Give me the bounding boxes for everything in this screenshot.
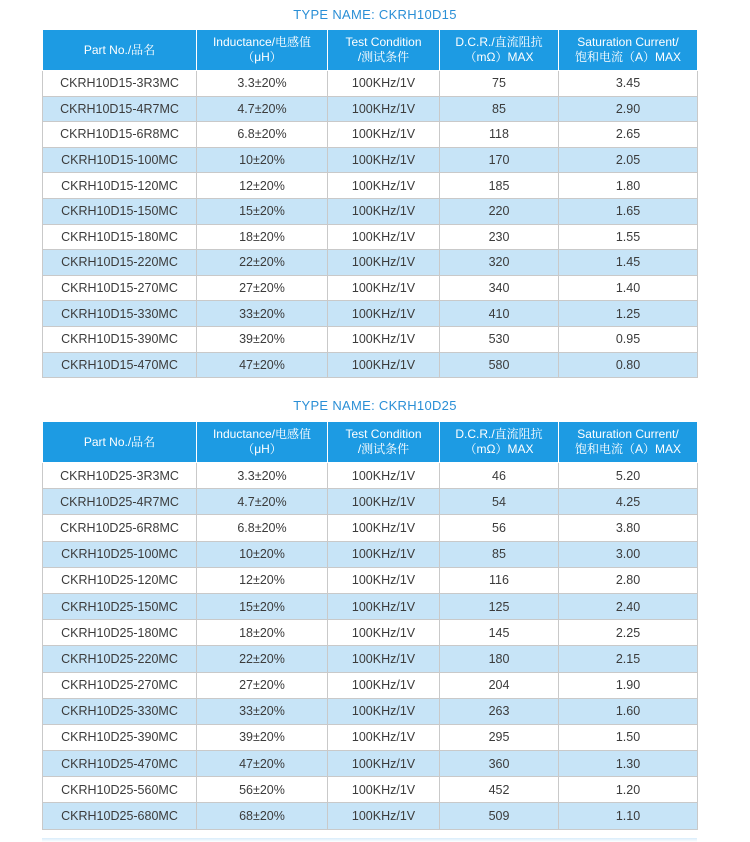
table-row [43,515,698,541]
cell-dcr: 54 [440,489,559,515]
cell-test-condition: 100KHz/1V [328,352,440,378]
header-line: Inductance/电感值 [212,35,312,49]
cell-dcr: 580 [440,352,559,378]
cell-test-condition: 100KHz/1V [328,646,440,672]
cell-inductance: 10±20% [197,541,328,567]
table-header-row [43,422,698,463]
cell-test-condition: 100KHz/1V [328,275,440,301]
table-row [43,620,698,646]
cell-part-no: CKRH10D15-150MC [43,198,197,224]
table-row [43,352,698,378]
cell-saturation-current: 0.80 [559,352,698,378]
cell-part-no: CKRH10D25-220MC [43,646,197,672]
cell-dcr: 180 [440,646,559,672]
header-line: （mΩ）MAX [464,442,534,456]
cell-inductance: 39±20% [197,326,328,352]
cell-dcr: 75 [440,71,559,97]
cell-dcr: 46 [440,463,559,489]
header-line: （μH） [242,442,282,456]
cell-part-no: CKRH10D25-4R7MC [43,489,197,515]
cell-part-no: CKRH10D15-4R7MC [43,96,197,122]
cell-test-condition: 100KHz/1V [328,71,440,97]
header-line: Saturation Current/ [577,35,679,49]
cell-saturation-current: 2.05 [559,147,698,173]
cell-inductance: 12±20% [197,567,328,593]
cell-test-condition: 100KHz/1V [328,198,440,224]
cell-part-no: CKRH10D25-180MC [43,620,197,646]
cell-part-no: CKRH10D15-120MC [43,173,197,199]
cell-saturation-current: 2.65 [559,122,698,148]
cell-test-condition: 100KHz/1V [328,515,440,541]
cell-test-condition: 100KHz/1V [328,489,440,515]
cell-dcr: 220 [440,198,559,224]
cell-dcr: 85 [440,96,559,122]
cell-saturation-current: 1.50 [559,724,698,750]
cell-inductance: 4.7±20% [197,96,328,122]
table-header-row [43,30,698,71]
cell-saturation-current: 2.15 [559,646,698,672]
table-row [43,567,698,593]
header-part-no [43,30,197,71]
cell-inductance: 18±20% [197,224,328,250]
cell-test-condition: 100KHz/1V [328,593,440,619]
header-line: 饱和电流（A）MAX [574,442,681,456]
cell-part-no: CKRH10D15-330MC [43,301,197,327]
cell-part-no: CKRH10D15-220MC [43,250,197,276]
cell-test-condition: 100KHz/1V [328,224,440,250]
cell-dcr: 118 [440,122,559,148]
cell-saturation-current: 2.40 [559,593,698,619]
cell-inductance: 3.3±20% [197,71,328,97]
header-dcr [440,422,559,463]
table-row [43,224,698,250]
spec-table-ckrh10d15 [42,29,698,378]
cell-inductance: 56±20% [197,777,328,803]
cell-test-condition: 100KHz/1V [328,463,440,489]
cell-test-condition: 100KHz/1V [328,803,440,829]
cell-saturation-current: 1.30 [559,751,698,777]
table-row [43,724,698,750]
cell-part-no: CKRH10D15-470MC [43,352,197,378]
cell-inductance: 15±20% [197,198,328,224]
cell-part-no: CKRH10D25-120MC [43,567,197,593]
header-part-no [43,422,197,463]
table-row [43,71,698,97]
cell-dcr: 170 [440,147,559,173]
header-line: Test Condition [345,427,422,441]
section-title-ckrh10d15: TYPE NAME: CKRH10D15 [293,7,457,22]
header-line: Test Condition [345,35,422,49]
table-row [43,541,698,567]
cell-inductance: 10±20% [197,147,328,173]
cell-test-condition: 100KHz/1V [328,326,440,352]
cell-saturation-current: 1.10 [559,803,698,829]
cell-test-condition: 100KHz/1V [328,724,440,750]
cell-test-condition: 100KHz/1V [328,567,440,593]
table-row [43,301,698,327]
header-saturation-current [559,30,698,71]
table-row [43,122,698,148]
cell-dcr: 125 [440,593,559,619]
cell-saturation-current: 1.40 [559,275,698,301]
cell-part-no: CKRH10D25-330MC [43,698,197,724]
cell-part-no: CKRH10D25-390MC [43,724,197,750]
header-inductance [197,30,328,71]
cell-dcr: 263 [440,698,559,724]
cell-saturation-current: 2.25 [559,620,698,646]
table-row [43,275,698,301]
cell-dcr: 230 [440,224,559,250]
cell-inductance: 6.8±20% [197,515,328,541]
cell-saturation-current: 1.55 [559,224,698,250]
cell-dcr: 204 [440,672,559,698]
cell-dcr: 410 [440,301,559,327]
table-row [43,147,698,173]
cell-saturation-current: 3.80 [559,515,698,541]
header-line: D.C.R./直流阻抗 [455,35,543,49]
header-line: Part No./品名 [83,434,156,449]
cell-inductance: 15±20% [197,593,328,619]
cell-saturation-current: 3.00 [559,541,698,567]
cell-saturation-current: 1.45 [559,250,698,276]
table-row [43,96,698,122]
cell-dcr: 56 [440,515,559,541]
cell-test-condition: 100KHz/1V [328,751,440,777]
cell-part-no: CKRH10D25-560MC [43,777,197,803]
header-test-condition [328,422,440,463]
cell-saturation-current: 4.25 [559,489,698,515]
cell-saturation-current: 1.80 [559,173,698,199]
table-row [43,198,698,224]
cell-dcr: 340 [440,275,559,301]
cell-saturation-current: 1.20 [559,777,698,803]
cell-saturation-current: 2.90 [559,96,698,122]
header-inductance [197,422,328,463]
table-row [43,173,698,199]
cell-inductance: 68±20% [197,803,328,829]
table-row [43,646,698,672]
header-line: （mΩ）MAX [464,50,534,64]
cell-inductance: 27±20% [197,275,328,301]
bottom-fade [42,838,697,842]
header-line: /测试条件 [357,442,410,456]
cell-test-condition: 100KHz/1V [328,777,440,803]
cell-saturation-current: 2.80 [559,567,698,593]
cell-part-no: CKRH10D25-270MC [43,672,197,698]
header-test-condition [328,30,440,71]
cell-dcr: 116 [440,567,559,593]
cell-dcr: 530 [440,326,559,352]
cell-test-condition: 100KHz/1V [328,250,440,276]
header-saturation-current [559,422,698,463]
cell-saturation-current: 5.20 [559,463,698,489]
cell-dcr: 295 [440,724,559,750]
cell-test-condition: 100KHz/1V [328,122,440,148]
cell-dcr: 360 [440,751,559,777]
cell-part-no: CKRH10D15-270MC [43,275,197,301]
cell-dcr: 85 [440,541,559,567]
cell-saturation-current: 1.25 [559,301,698,327]
cell-part-no: CKRH10D25-150MC [43,593,197,619]
cell-saturation-current: 0.95 [559,326,698,352]
table-row [43,250,698,276]
cell-part-no: CKRH10D15-390MC [43,326,197,352]
cell-inductance: 33±20% [197,698,328,724]
cell-dcr: 145 [440,620,559,646]
cell-dcr: 452 [440,777,559,803]
spec-table-ckrh10d25 [42,421,698,830]
cell-saturation-current: 3.45 [559,71,698,97]
cell-part-no: CKRH10D15-100MC [43,147,197,173]
cell-inductance: 22±20% [197,646,328,672]
table-row [43,463,698,489]
cell-inductance: 3.3±20% [197,463,328,489]
cell-inductance: 39±20% [197,724,328,750]
cell-part-no: CKRH10D25-680MC [43,803,197,829]
cell-part-no: CKRH10D15-180MC [43,224,197,250]
header-line: Part No./品名 [83,42,156,57]
cell-inductance: 27±20% [197,672,328,698]
cell-inductance: 33±20% [197,301,328,327]
header-dcr [440,30,559,71]
cell-test-condition: 100KHz/1V [328,541,440,567]
cell-part-no: CKRH10D15-6R8MC [43,122,197,148]
cell-part-no: CKRH10D25-6R8MC [43,515,197,541]
cell-test-condition: 100KHz/1V [328,620,440,646]
table-row [43,593,698,619]
cell-inductance: 18±20% [197,620,328,646]
table-row [43,803,698,829]
cell-part-no: CKRH10D25-3R3MC [43,463,197,489]
table-row [43,698,698,724]
cell-inductance: 47±20% [197,751,328,777]
cell-part-no: CKRH10D25-470MC [43,751,197,777]
table-row [43,777,698,803]
cell-dcr: 185 [440,173,559,199]
cell-part-no: CKRH10D15-3R3MC [43,71,197,97]
header-line: /测试条件 [357,50,410,64]
cell-dcr: 320 [440,250,559,276]
table-row [43,489,698,515]
cell-inductance: 4.7±20% [197,489,328,515]
cell-inductance: 47±20% [197,352,328,378]
cell-test-condition: 100KHz/1V [328,672,440,698]
cell-saturation-current: 1.65 [559,198,698,224]
cell-inductance: 22±20% [197,250,328,276]
cell-test-condition: 100KHz/1V [328,698,440,724]
header-line: Saturation Current/ [577,427,679,441]
cell-saturation-current: 1.90 [559,672,698,698]
cell-dcr: 509 [440,803,559,829]
table-row [43,751,698,777]
header-line: D.C.R./直流阻抗 [455,427,543,441]
section-title-ckrh10d25: TYPE NAME: CKRH10D25 [293,398,457,413]
table-row [43,326,698,352]
header-line: （μH） [242,50,282,64]
cell-inductance: 6.8±20% [197,122,328,148]
cell-saturation-current: 1.60 [559,698,698,724]
cell-test-condition: 100KHz/1V [328,173,440,199]
cell-part-no: CKRH10D25-100MC [43,541,197,567]
cell-test-condition: 100KHz/1V [328,147,440,173]
table-row [43,672,698,698]
header-line: 饱和电流（A）MAX [574,50,681,64]
cell-test-condition: 100KHz/1V [328,301,440,327]
cell-inductance: 12±20% [197,173,328,199]
cell-test-condition: 100KHz/1V [328,96,440,122]
header-line: Inductance/电感值 [212,427,312,441]
